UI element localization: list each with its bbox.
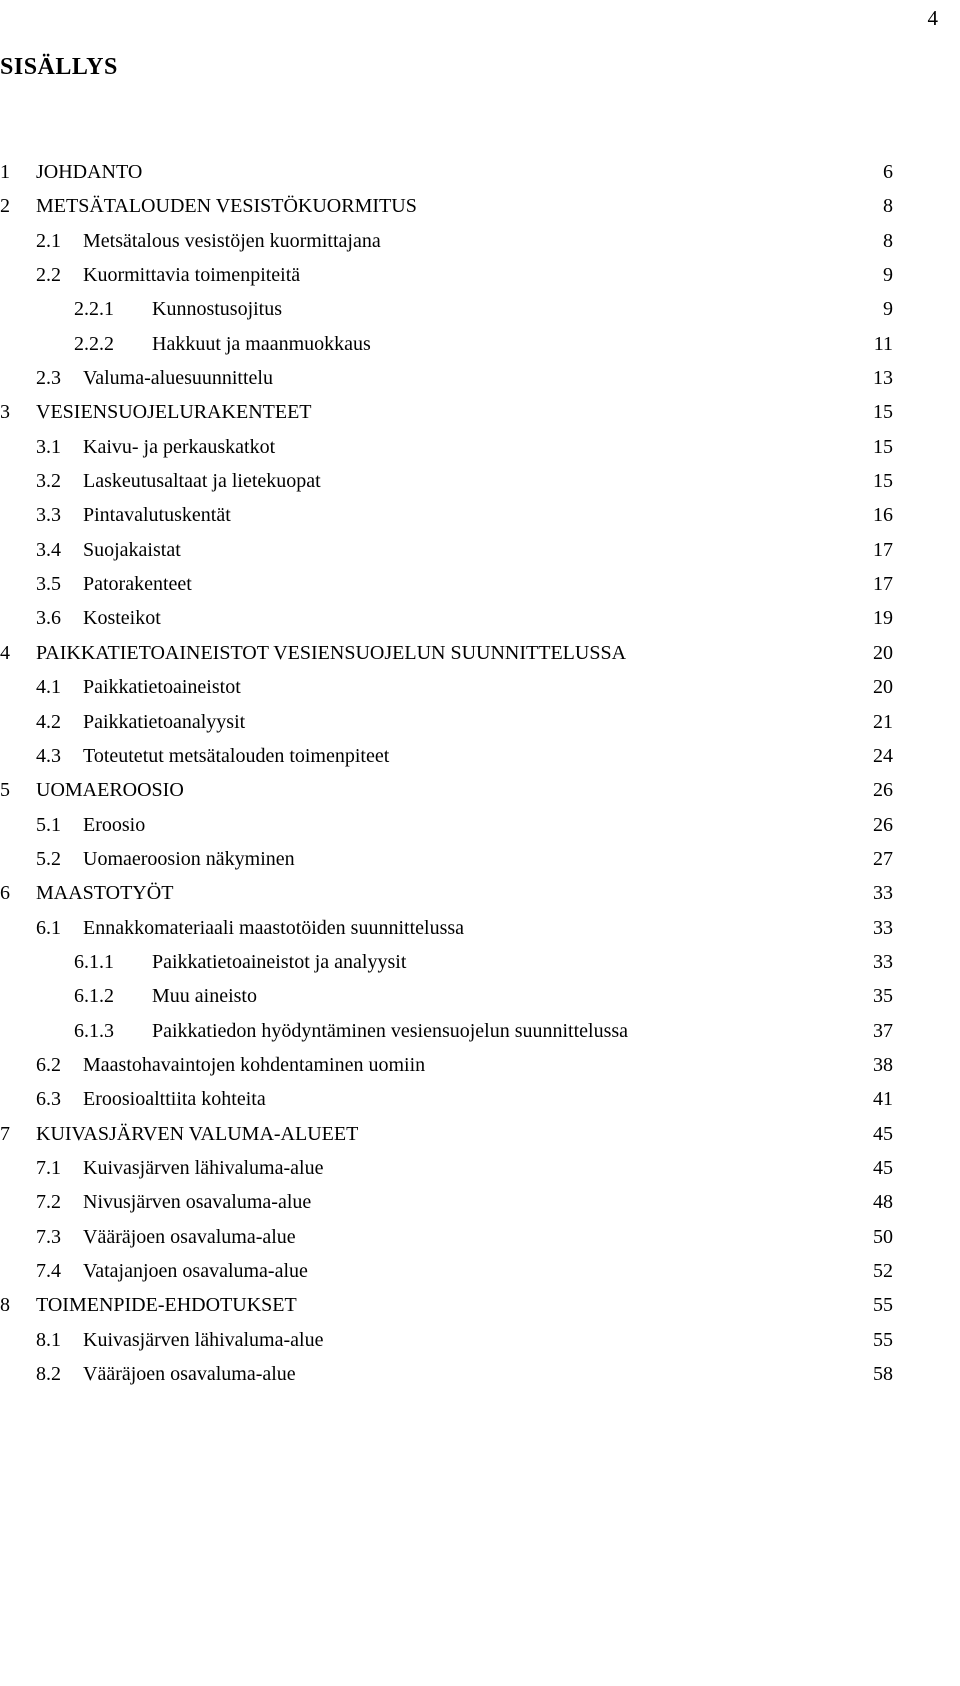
toc-entry[interactable] — [0, 707, 893, 741]
toc-entry-page: 33 — [873, 882, 893, 905]
toc-entry[interactable] — [0, 878, 893, 912]
toc-entry-page: 55 — [873, 1328, 893, 1351]
toc-entry-page: 35 — [873, 985, 893, 1008]
toc-entry[interactable] — [0, 294, 893, 328]
toc-entry-number: 4.2 — [36, 710, 61, 733]
toc-entry[interactable] — [0, 1050, 893, 1084]
toc-entry[interactable] — [0, 810, 893, 844]
toc-entry-label: Metsätalous vesistöjen kuormittajana — [83, 229, 381, 252]
toc-entry-page: 21 — [873, 710, 893, 733]
toc-entry-label: Pintavalutuskentät — [83, 504, 231, 527]
toc-entry-number: 3.4 — [36, 538, 61, 561]
toc-entry-number: 6.1.3 — [74, 1019, 114, 1042]
toc-entry-number: 2.1 — [36, 229, 61, 252]
toc-entry[interactable] — [0, 1153, 893, 1187]
toc-entry-page: 26 — [873, 813, 893, 836]
toc-entry[interactable] — [0, 672, 893, 706]
toc-entry-page: 50 — [873, 1225, 893, 1248]
toc-entry-label: UOMAEROOSIO — [36, 779, 184, 802]
toc-entry-page: 27 — [873, 847, 893, 870]
toc-entry-number: 4.1 — [36, 676, 61, 699]
toc-entry-label: Paikkatietoaineistot — [83, 676, 241, 699]
toc-entry-label: Eroosio — [83, 813, 146, 836]
toc-title: SISÄLLYS — [0, 54, 118, 80]
toc-entry-label: Hakkuut ja maanmuokkaus — [152, 332, 371, 355]
toc-entry-number: 7.2 — [36, 1191, 61, 1214]
toc-entry-number: 5 — [0, 779, 10, 802]
toc-entry-label: TOIMENPIDE-EHDOTUKSET — [36, 1294, 297, 1317]
toc-entry-number: 7.1 — [36, 1156, 61, 1179]
toc-entry-page: 33 — [873, 950, 893, 973]
toc-entry-page: 55 — [873, 1294, 893, 1317]
toc-entry-page: 17 — [873, 538, 893, 561]
toc-entry-label: Suojakaistat — [83, 538, 181, 561]
toc-entry[interactable] — [0, 260, 893, 294]
toc-entry-page: 8 — [883, 229, 893, 252]
toc-entry-page: 41 — [873, 1088, 893, 1111]
toc-entry[interactable] — [0, 466, 893, 500]
toc-entry[interactable] — [0, 191, 893, 225]
toc-entry-page: 16 — [873, 504, 893, 527]
toc-entry-number: 4.3 — [36, 744, 61, 767]
toc-entry-page: 52 — [873, 1260, 893, 1282]
toc-entry[interactable] — [0, 638, 893, 672]
toc-entry-page: 9 — [883, 264, 893, 287]
toc-entry-number: 7.4 — [36, 1260, 61, 1282]
toc-entry-page: 33 — [873, 916, 893, 939]
toc-entry-number: 2.2.1 — [74, 298, 114, 321]
toc-entry-number: 6.3 — [36, 1088, 61, 1111]
toc-entry-label: Valuma-aluesuunnittelu — [83, 367, 273, 390]
table-of-contents — [0, 157, 893, 1393]
toc-entry-label: VESIENSUOJELURAKENTEET — [36, 401, 312, 424]
toc-entry[interactable] — [0, 397, 893, 431]
toc-entry[interactable] — [0, 157, 893, 191]
toc-entry-number: 7 — [0, 1122, 10, 1145]
toc-entry-page: 8 — [883, 195, 893, 218]
toc-entry[interactable] — [0, 1084, 893, 1118]
toc-entry-number: 3.2 — [36, 470, 61, 493]
toc-entry-page: 37 — [873, 1019, 893, 1042]
toc-entry-label: Paikkatietoanalyysit — [83, 710, 246, 733]
toc-entry[interactable] — [0, 1119, 893, 1153]
toc-entry-number: 3.6 — [36, 607, 61, 630]
toc-entry[interactable] — [0, 1222, 893, 1256]
toc-entry-label: Toteutetut metsätalouden toimenpiteet — [83, 744, 390, 767]
toc-entry-number: 7.3 — [36, 1225, 61, 1248]
toc-entry-number: 3.1 — [36, 435, 61, 458]
toc-entry[interactable] — [0, 432, 893, 466]
toc-entry[interactable] — [0, 1016, 893, 1050]
toc-entry-label: Vatajanjoen osavaluma-alue — [83, 1260, 308, 1282]
toc-entry-label: Kosteikot — [83, 607, 161, 630]
toc-entry-label: PAIKKATIETOAINEISTOT VESIENSUOJELUN SUUNNITTELUSSA — [36, 641, 627, 664]
toc-entry-number: 5.1 — [36, 813, 61, 836]
toc-entry-page: 13 — [873, 367, 893, 390]
toc-entry[interactable] — [0, 981, 893, 1015]
toc-entry[interactable] — [0, 569, 893, 603]
toc-entry-page: 19 — [873, 607, 893, 630]
toc-entry-number: 5.2 — [36, 847, 61, 870]
toc-entry[interactable] — [0, 913, 893, 947]
toc-entry[interactable] — [0, 775, 893, 809]
toc-entry-page: 48 — [873, 1191, 893, 1214]
toc-entry-label: Kuormittavia toimenpiteitä — [83, 264, 301, 287]
toc-entry[interactable] — [0, 1187, 893, 1221]
toc-entry[interactable] — [0, 329, 893, 363]
toc-entry-number: 2.3 — [36, 367, 61, 390]
toc-entry-number: 8 — [0, 1294, 10, 1317]
toc-entry-label: METSÄTALOUDEN VESISTÖKUORMITUS — [36, 195, 417, 218]
toc-entry-page: 15 — [873, 401, 893, 424]
toc-entry-page: 15 — [873, 470, 893, 493]
toc-entry-label: Kunnostusojitus — [152, 298, 283, 321]
toc-entry[interactable] — [0, 741, 893, 775]
toc-entry-number: 6.1 — [36, 916, 61, 939]
toc-entry-label: Paikkatiedon hyödyntäminen vesiensuojelun suunnittelussa — [152, 1019, 629, 1042]
toc-entry-label: Kuivasjärven lähivaluma-alue — [83, 1156, 324, 1179]
toc-entry-number: 3.3 — [36, 504, 61, 527]
toc-entry-label: Patorakenteet — [83, 573, 192, 596]
toc-entry-number: 8.2 — [36, 1363, 61, 1386]
toc-entry-page: 17 — [873, 573, 893, 596]
toc-entry-number: 2 — [0, 195, 10, 218]
toc-entry-label: Paikkatietoaineistot ja analyysit — [152, 950, 407, 973]
toc-entry-page: 20 — [873, 641, 893, 664]
toc-entry[interactable] — [0, 844, 893, 878]
toc-entry-number: 4 — [0, 641, 10, 664]
toc-entry-label: Uomaeroosion näkyminen — [83, 847, 295, 870]
toc-entry-label: Vääräjoen osavaluma-alue — [83, 1225, 296, 1248]
toc-entry-label: Muu aineisto — [152, 985, 257, 1008]
toc-entry[interactable] — [0, 603, 893, 637]
toc-entry-page: 26 — [873, 779, 893, 802]
toc-entry-number: 3 — [0, 401, 10, 424]
toc-entry-number: 6.2 — [36, 1053, 61, 1076]
toc-entry-number: 6 — [0, 882, 10, 905]
toc-entry-number: 2.2 — [36, 264, 61, 287]
toc-entry-number: 6.1.1 — [74, 950, 114, 973]
toc-entry-number: 3.5 — [36, 573, 61, 596]
toc-entry-label: Laskeutusaltaat ja lietekuopat — [83, 470, 321, 493]
toc-entry-label: Maastohavaintojen kohdentaminen uomiin — [83, 1053, 426, 1076]
toc-entry-page: 24 — [873, 744, 893, 767]
toc-entry-page: 15 — [873, 435, 893, 458]
toc-entry-page: 9 — [883, 298, 893, 321]
page-number: 4 — [927, 6, 938, 30]
toc-entry[interactable] — [0, 1290, 893, 1324]
toc-entry[interactable] — [0, 500, 893, 534]
toc-entry-label: MAASTOTYÖT — [36, 882, 174, 905]
toc-entry-page: 45 — [873, 1156, 893, 1179]
toc-entry-number: 2.2.2 — [74, 332, 114, 355]
toc-entry[interactable] — [0, 1325, 893, 1359]
toc-entry-page: 45 — [873, 1122, 893, 1145]
toc-entry-label: Ennakkomateriaali maastotöiden suunnittelussa — [83, 916, 465, 939]
toc-entry-number: 8.1 — [36, 1328, 61, 1351]
toc-entry-page: 6 — [883, 161, 893, 183]
toc-entry-number: 6.1.2 — [74, 985, 114, 1008]
toc-entry-label: JOHDANTO — [36, 161, 143, 183]
toc-entry-page: 20 — [873, 676, 893, 699]
toc-entry-label: Nivusjärven osavaluma-alue — [83, 1191, 312, 1214]
toc-entry-label: Kuivasjärven lähivaluma-alue — [83, 1328, 324, 1351]
toc-entry-page: 38 — [873, 1053, 893, 1076]
toc-entry[interactable] — [0, 947, 893, 981]
toc-entry-label: Kaivu- ja perkauskatkot — [83, 435, 276, 458]
toc-entry-number: 1 — [0, 161, 10, 183]
toc-entry[interactable] — [0, 535, 893, 569]
toc-entry-page: 11 — [873, 332, 893, 355]
toc-entry-label: Vääräjoen osavaluma-alue — [83, 1363, 296, 1386]
toc-entry-page: 58 — [873, 1363, 893, 1386]
toc-entry-label: Eroosioalttiita kohteita — [83, 1088, 266, 1111]
toc-entry[interactable] — [0, 1359, 893, 1393]
toc-entry[interactable] — [0, 226, 893, 260]
toc-entry-label: KUIVASJÄRVEN VALUMA-ALUEET — [36, 1122, 359, 1145]
toc-entry[interactable] — [0, 1256, 893, 1290]
toc-entry[interactable] — [0, 363, 893, 397]
